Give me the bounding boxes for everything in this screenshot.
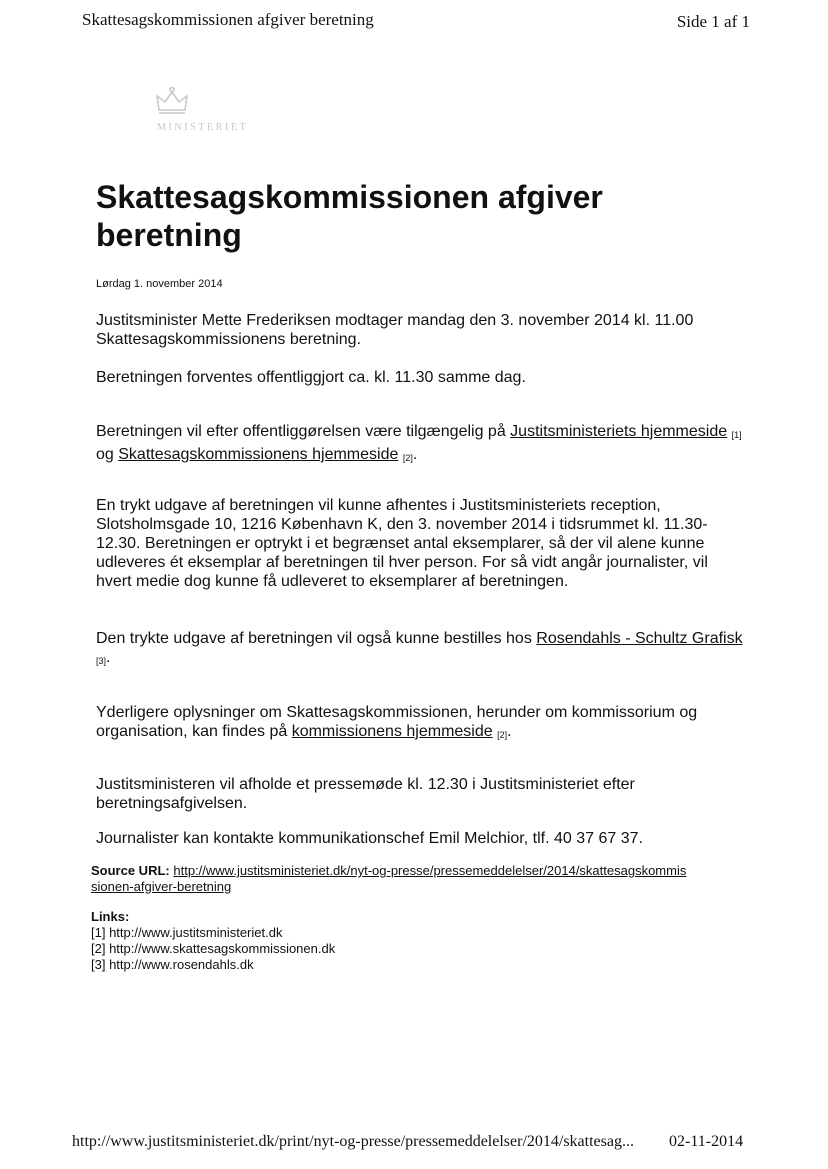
- page-title: Skattesagskommissionen afgiver beretning: [96, 179, 603, 253]
- print-header-page-number: Side 1 af 1: [676, 12, 750, 31]
- source-url-label: Source URL:: [91, 863, 170, 878]
- links-list: [91, 909, 335, 973]
- paragraph-4: En trykt udgave af beretningen vil kunne afhentes i Justitsministeriets reception, Slotsholmsgade 10, 1216 København K, den 3. november 2014 i tidsrummet kl. 11.30-12.30. Beretningen er optrykt i et begrænset antal eksemplarer, så der vil alene kunne udleveres ét eksemplar af beretningen til hver person. For så vidt angår journalister, vil hvert medie dog kunne få udleveret to eksemplarer af beretningen.: [96, 497, 708, 590]
- paragraph-5-end: .: [106, 649, 111, 666]
- source-url: [91, 863, 691, 895]
- paragraph-2: Beretningen forventes offentliggjort ca. kl. 11.30 samme dag.: [96, 369, 526, 386]
- paragraph-3-mid: og: [96, 446, 119, 463]
- paragraph-1: Justitsminister Mette Frederiksen modtager mandag den 3. november 2014 kl. 11.00 Skattesagskommissionens beretning.: [96, 312, 694, 348]
- crown-icon: [155, 86, 189, 116]
- paragraph-5: [96, 629, 746, 671]
- link-skattesagskommissionen[interactable]: Skattesagskommissionens hjemmeside: [118, 446, 399, 463]
- paragraph-8: Journalister kan kontakte kommunikationschef Emil Melchior, tlf. 40 37 67 37.: [96, 830, 643, 847]
- paragraph-6-text: Yderligere oplysninger om Skattesagskommissionen, herunder om kommissorium og organisation, kan findes på: [96, 704, 698, 740]
- paragraph-7: Justitsministeren vil afholde et pressemøde kl. 12.30 i Justitsministeriet efter beretningsafgivelsen.: [96, 776, 635, 812]
- print-footer-date: 02-11-2014: [669, 1133, 744, 1150]
- print-header-title: Skattesagskommissionen afgiver beretning: [82, 10, 374, 29]
- links-item: [3] http://www.rosendahls.dk: [91, 957, 254, 972]
- paragraph-3: [96, 422, 746, 468]
- source-url-link[interactable]: http://www.justitsministeriet.dk/nyt-og-presse/pressemeddelelser/2014/skattesagskommissionen-afgiver-beretning: [91, 863, 687, 894]
- paragraph-6-end: .: [507, 723, 512, 740]
- print-footer-url: http://www.justitsministeriet.dk/print/nyt-og-presse/pressemeddelelser/2014/skattesag...: [72, 1133, 634, 1150]
- paragraph-3-text: Beretningen vil efter offentliggørelsen være tilgængelig på: [96, 423, 511, 440]
- logo-text: MINISTERIET: [157, 122, 249, 133]
- paragraph-6: [96, 703, 746, 745]
- link-rosendahls[interactable]: Rosendahls - Schultz Grafisk: [536, 630, 743, 647]
- link-justitsministeriet[interactable]: Justitsministeriets hjemmeside: [510, 423, 728, 440]
- link-kommissionens-hjemmeside[interactable]: kommissionens hjemmeside: [291, 723, 493, 740]
- paragraph-5-text: Den trykte udgave af beretningen vil også kunne bestilles hos: [96, 630, 537, 647]
- publish-date: Lørdag 1. november 2014: [96, 278, 223, 290]
- footnote-ref-1: [1]: [731, 430, 742, 440]
- paragraph-3-end: .: [412, 446, 418, 463]
- links-item: [2] http://www.skattesagskommissionen.dk: [91, 941, 336, 956]
- footnote-ref-2b: [2]: [497, 730, 508, 740]
- ministry-logo: [155, 86, 265, 136]
- links-label: Links:: [91, 909, 130, 924]
- links-item: [1] http://www.justitsministeriet.dk: [91, 925, 283, 940]
- footnote-ref-3: [3]: [96, 656, 107, 666]
- footnote-ref-2: [2]: [402, 453, 413, 463]
